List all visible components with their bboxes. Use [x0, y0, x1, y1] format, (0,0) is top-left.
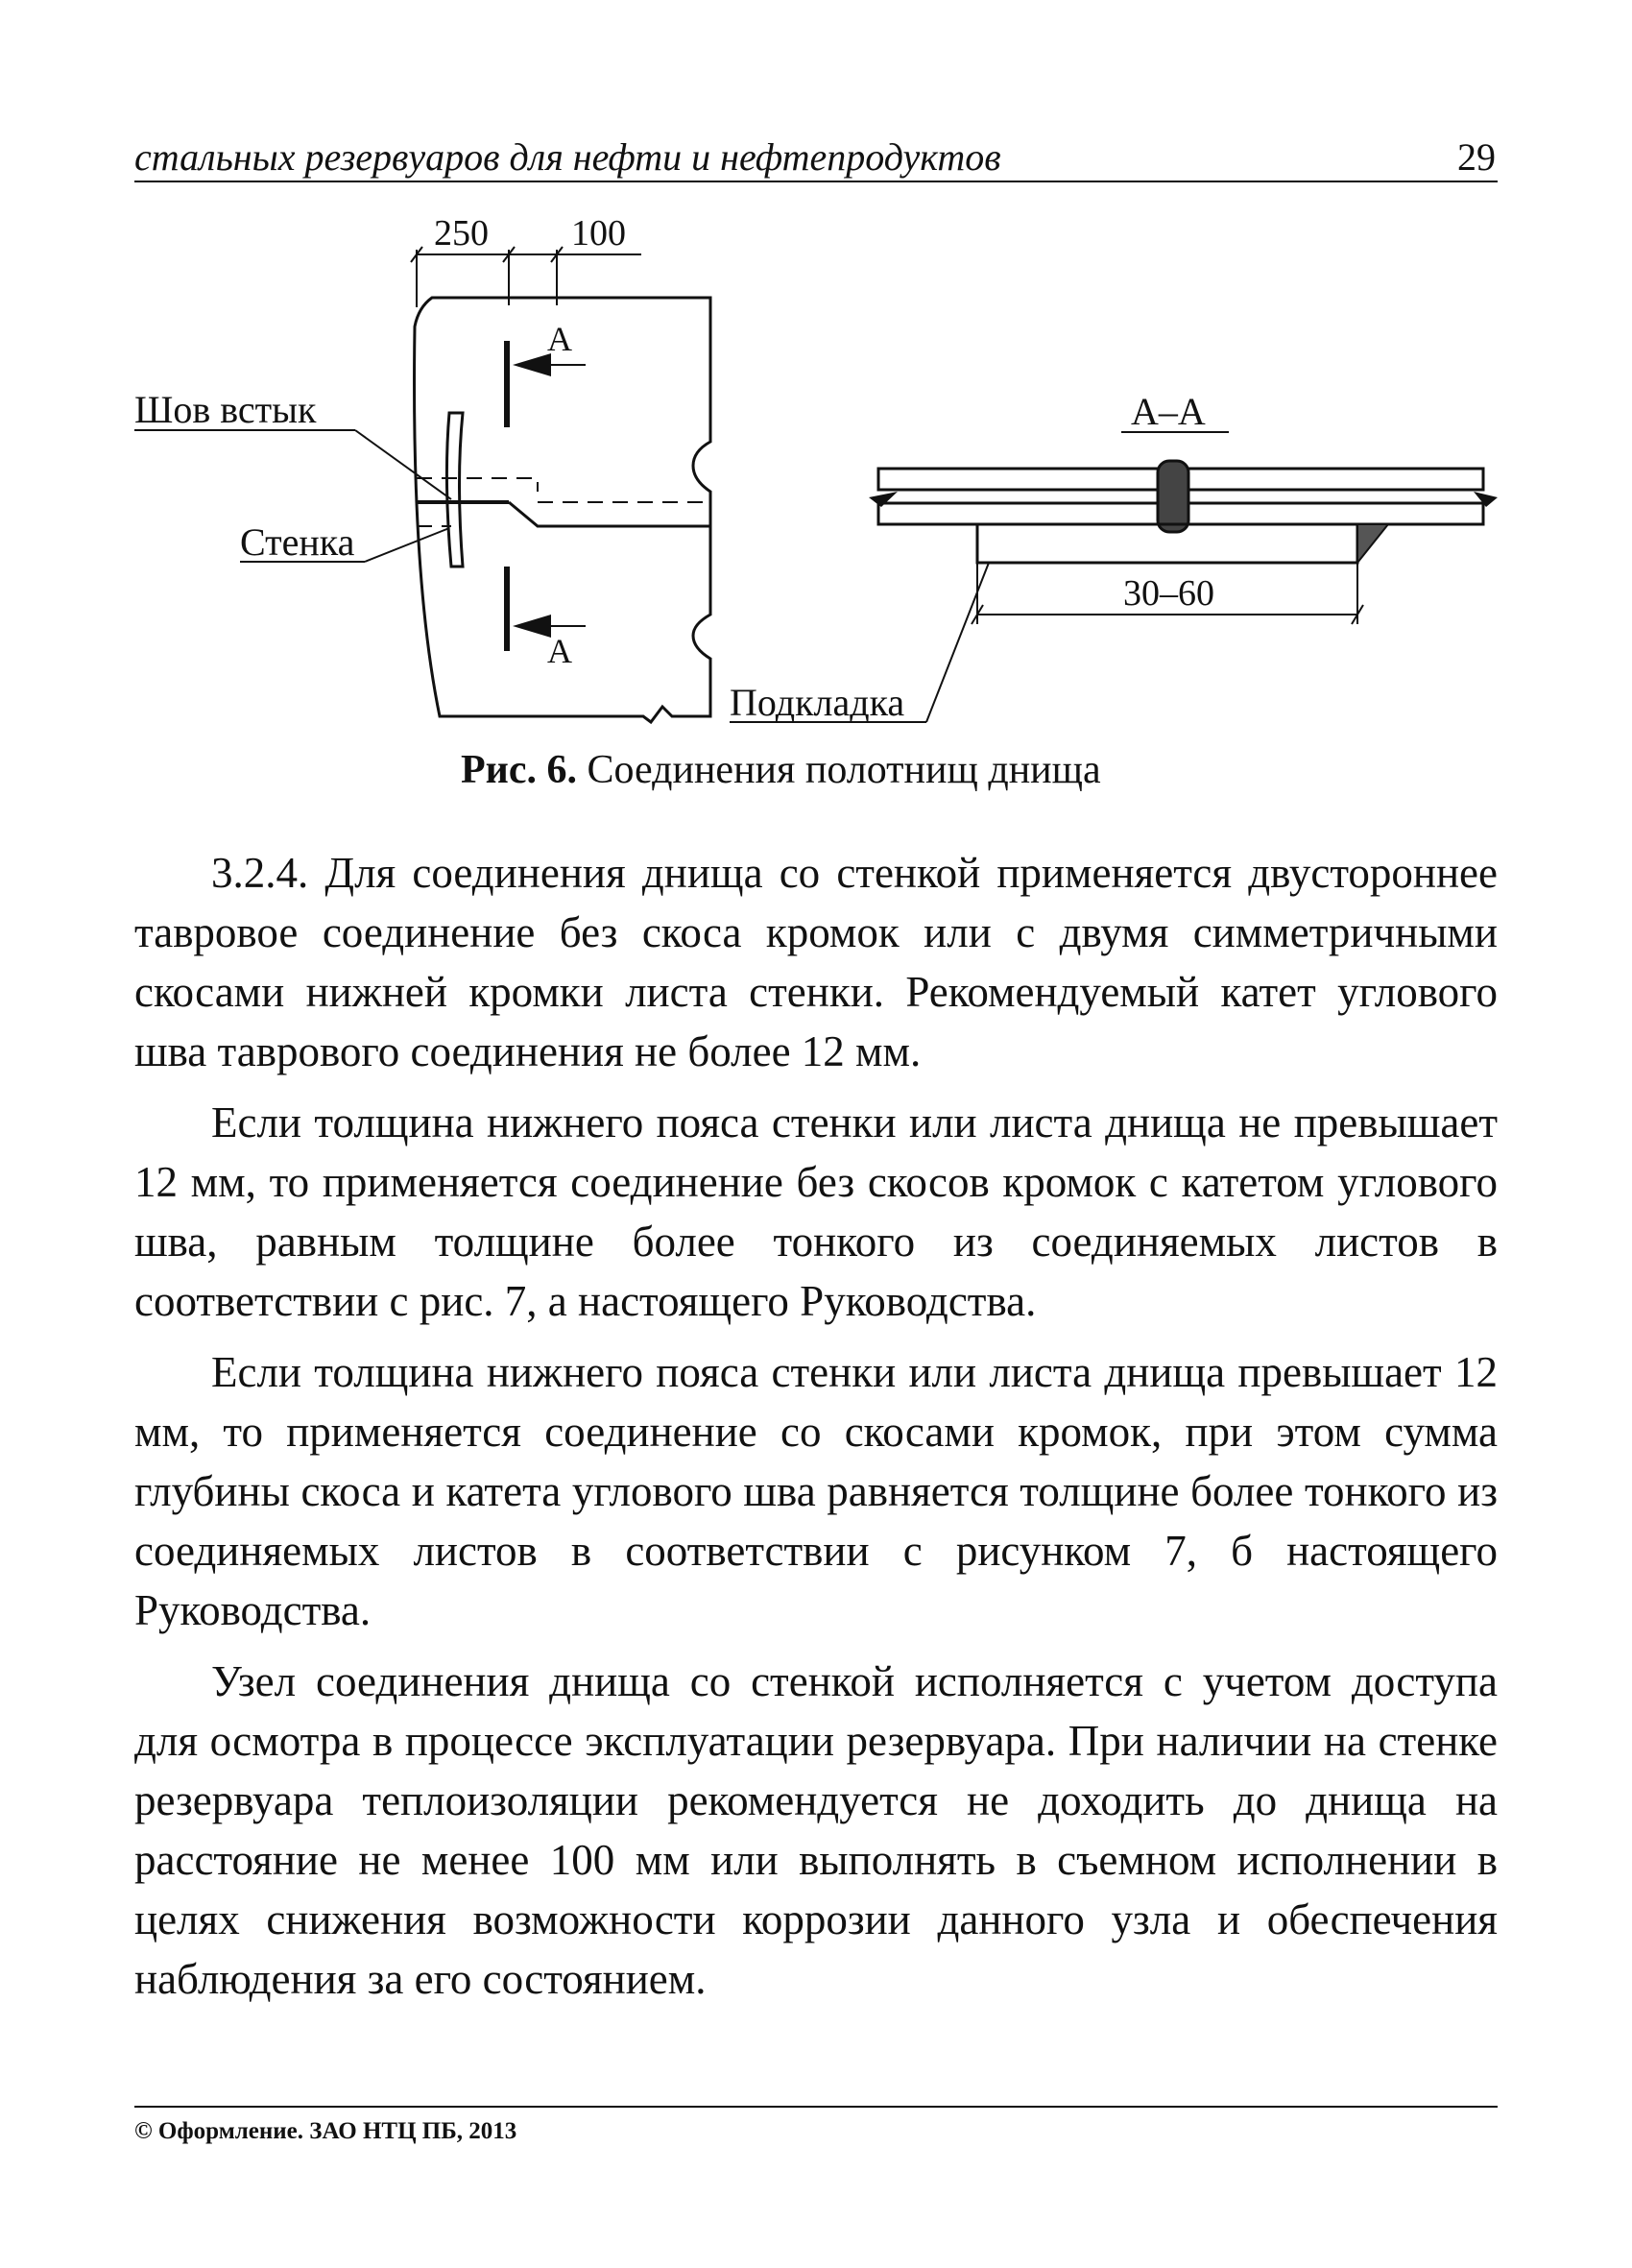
- label-wall: Стенка: [240, 520, 355, 564]
- label-section-title: А–А: [1131, 390, 1206, 433]
- footer-rule: [134, 2106, 1498, 2108]
- paragraph: Если толщина нижнего пояса стенки или листа днища не превышает 12 мм, то применяется соединение без скосов кромок с катетом углового шва, равным толщине более тонкого из соединяемых листов в соответствии с рис. 7, а настоящего Руководства.: [134, 1098, 1498, 1325]
- figure-caption: [461, 747, 1101, 793]
- figure-drawing: [0, 192, 1632, 739]
- paragraph: 3.2.4. Для соединения днища со стенкой применяется двустороннее тавровое соединение без скоса кромок или с двумя симметричными скосами нижней кромки листа стенки. Рекомендуемый катет углового шва таврового соединения не более 12 мм.: [134, 849, 1498, 1075]
- label-butt-seam: Шов встык: [134, 388, 317, 431]
- caption-prefix: Рис. 6.: [461, 748, 577, 792]
- paragraph: Узел соединения днища со стенкой исполняется с учетом доступа для осмотра в процессе эксплуатации резервуара. При наличии на стенке резервуара теплоизоляции рекомендуется не доходить до днища на расстояние не менее 100 мм или выполнять в съемном исполнении в целях снижения возможности коррозии данного узла и обеспечения наблюдения за его состоянием.: [134, 1657, 1498, 2003]
- running-header-title: стальных резервуаров для нефти и нефтепродуктов: [134, 135, 1001, 179]
- page-number: 29: [1457, 135, 1496, 179]
- section-mark-bottom: А: [547, 632, 572, 670]
- dim-250: 250: [434, 213, 489, 253]
- dim-gap: 30–60: [1123, 573, 1214, 614]
- paragraph: Если толщина нижнего пояса стенки или листа днища превышает 12 мм, то применяется соединение со скосами кромок, при этом сумма глубины скоса и катета углового шва равняется толщине более тонкого из соединяемых листов в соответствии с рисунком 7, б настоящего Руководства.: [134, 1348, 1498, 1634]
- figure-6: [0, 192, 1632, 744]
- section-mark-top: А: [547, 320, 572, 358]
- body-text: [134, 843, 1498, 2020]
- header-rule: [134, 181, 1498, 182]
- label-backing: Подкладка: [730, 681, 905, 724]
- footer-copyright: © Оформление. ЗАО НТЦ ПБ, 2013: [134, 2118, 517, 2144]
- dim-100: 100: [571, 213, 626, 253]
- caption-text: Соединения полотнищ днища: [577, 748, 1101, 792]
